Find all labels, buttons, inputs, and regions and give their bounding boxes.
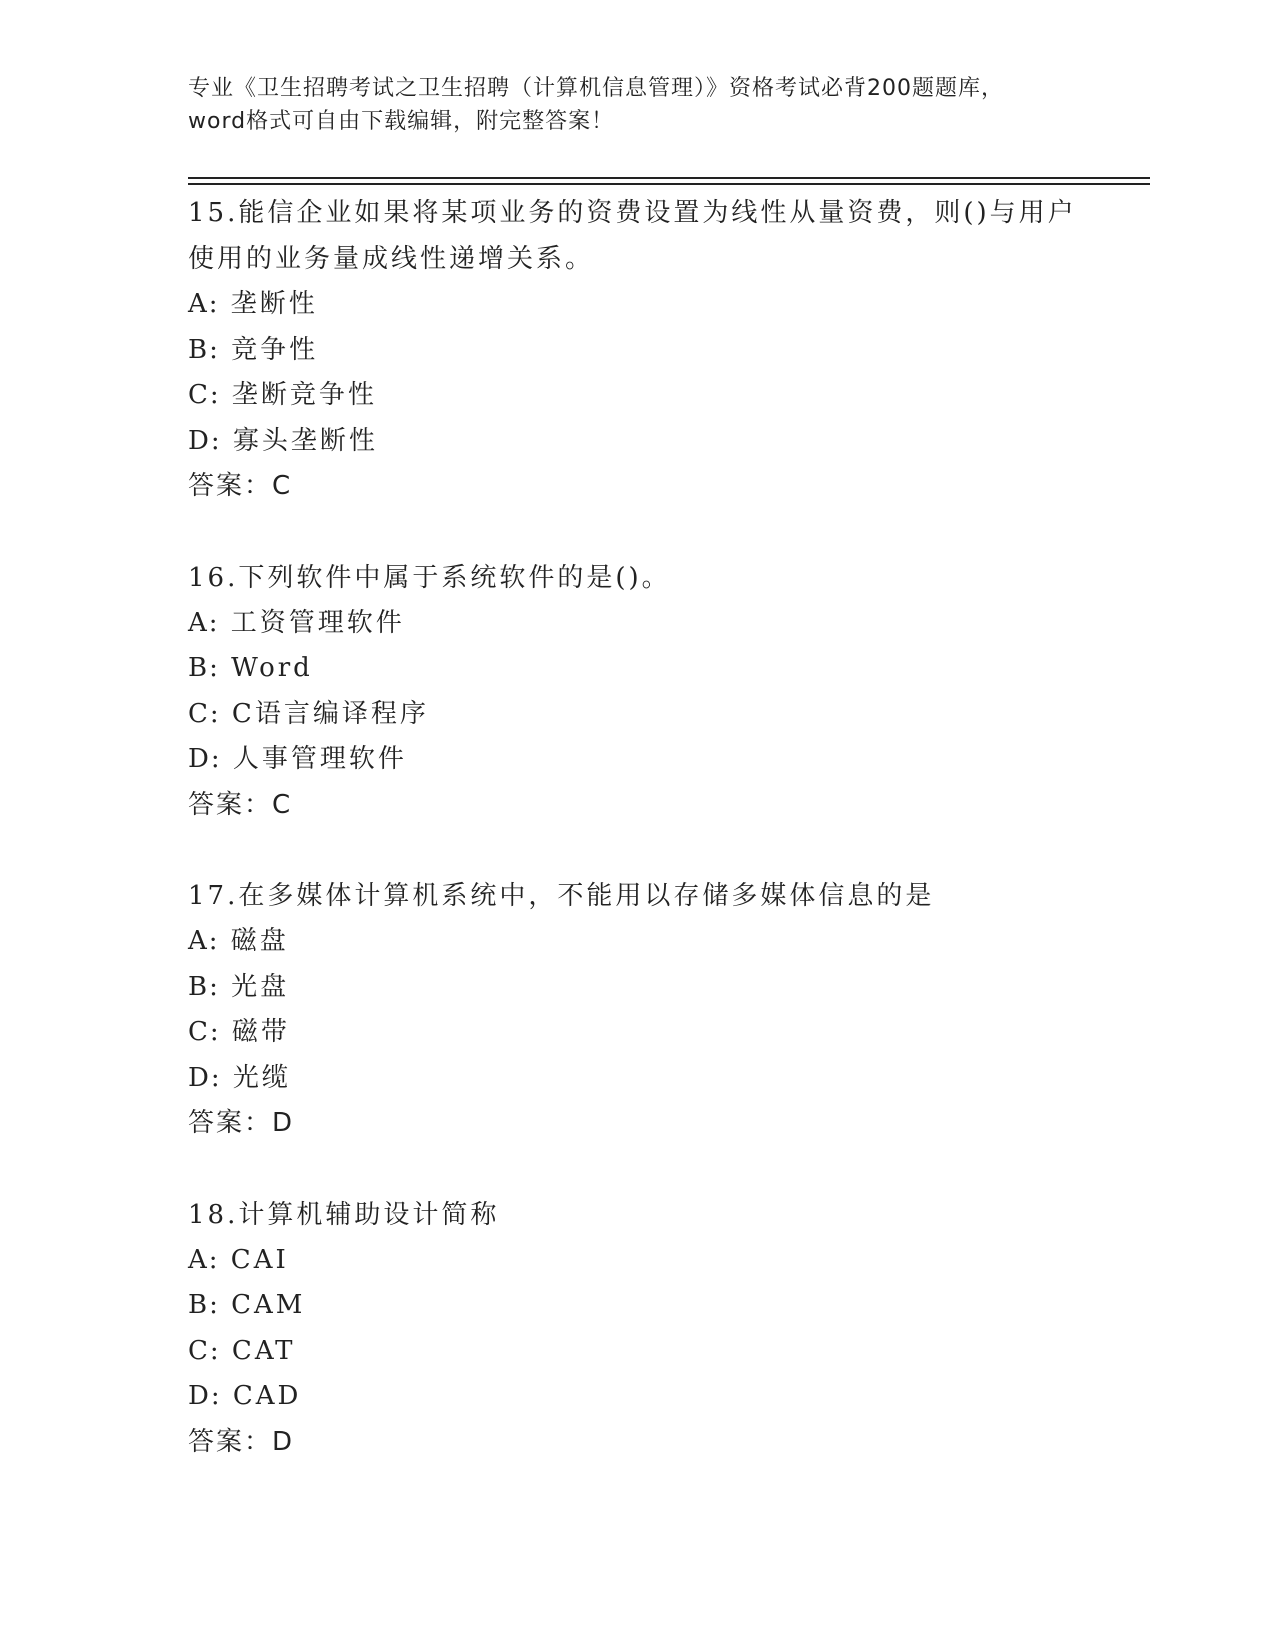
option-key: A:	[188, 607, 220, 638]
option-text: 寡头垄断性	[221, 425, 378, 456]
question-18	[188, 1192, 1088, 1466]
option-text: C语言编译程序	[220, 698, 429, 729]
option-key: A:	[188, 1244, 220, 1275]
option-d	[188, 737, 1088, 783]
option-text: 光缆	[221, 1062, 291, 1093]
option-text: 磁带	[220, 1017, 290, 1047]
option-c	[188, 692, 1088, 738]
question-stem: 15.能信企业如果将某项业务的资费设置为线性从量资费，则()与用户	[188, 198, 1077, 228]
option-c	[188, 1010, 1088, 1056]
option-c	[188, 373, 1088, 419]
option-key: D:	[188, 425, 222, 456]
option-text: 垄断竞争性	[220, 380, 377, 410]
option-key: A:	[188, 289, 220, 319]
option-key: C:	[188, 380, 221, 410]
option-text: 光盘	[219, 971, 290, 1002]
option-text: CAI	[219, 1244, 289, 1275]
option-text: CAM	[219, 1290, 306, 1320]
option-b	[188, 965, 1088, 1011]
option-text: 竞争性	[219, 334, 319, 365]
question-list	[188, 190, 1088, 1465]
answer-line: 答案：C	[188, 471, 293, 501]
option-key: B:	[188, 971, 220, 1002]
option-text: 磁盘	[219, 926, 289, 956]
header-divider-bottom	[188, 183, 1150, 185]
option-key: C:	[188, 1335, 221, 1366]
spacer	[188, 1147, 1088, 1192]
question-stem: 18.计算机辅助设计简称	[188, 1199, 500, 1230]
option-d	[188, 1056, 1088, 1102]
option-a	[188, 1238, 1088, 1284]
option-a	[188, 919, 1088, 965]
document-header	[188, 72, 1088, 138]
question-stem-continuation: 使用的业务量成线性递增关系。	[188, 244, 595, 274]
option-text: 工资管理软件	[219, 607, 405, 638]
option-key: B:	[188, 334, 220, 365]
header-line-2: word格式可自由下载编辑，附完整答案！	[188, 109, 615, 134]
answer-line: 答案：D	[188, 1426, 295, 1457]
option-key: D:	[188, 744, 222, 774]
question-17	[188, 873, 1088, 1147]
answer-line: 答案：C	[188, 789, 293, 820]
header-divider-top	[188, 177, 1150, 179]
option-key: C:	[188, 698, 221, 729]
option-text: 垄断性	[219, 289, 318, 319]
header-line-1: 专业《卫生招聘考试之卫生招聘（计算机信息管理）》资格考试必背200题题库，	[188, 76, 1004, 101]
option-a	[188, 282, 1088, 328]
option-b	[188, 328, 1088, 374]
option-b	[188, 1283, 1088, 1329]
option-key: D:	[188, 1062, 222, 1093]
option-text: 人事管理软件	[221, 744, 407, 774]
option-d	[188, 1374, 1088, 1420]
option-key: B:	[188, 653, 220, 683]
option-text: CAT	[220, 1335, 296, 1366]
spacer	[188, 828, 1088, 873]
option-key: D:	[188, 1381, 222, 1411]
option-b	[188, 646, 1088, 692]
option-text: CAD	[221, 1381, 302, 1411]
option-key: B:	[188, 1290, 220, 1320]
answer-line: 答案：D	[188, 1108, 295, 1138]
question-stem: 16.下列软件中属于系统软件的是()。	[188, 562, 671, 593]
option-d	[188, 419, 1088, 465]
question-stem: 17.在多媒体计算机系统中，不能用以存储多媒体信息的是	[188, 881, 935, 911]
spacer	[188, 510, 1088, 555]
option-key: A:	[188, 926, 220, 956]
option-a	[188, 601, 1088, 647]
question-16	[188, 555, 1088, 829]
option-c	[188, 1329, 1088, 1375]
option-key: C:	[188, 1017, 221, 1047]
question-15	[188, 190, 1088, 510]
option-text: Word	[219, 653, 313, 683]
